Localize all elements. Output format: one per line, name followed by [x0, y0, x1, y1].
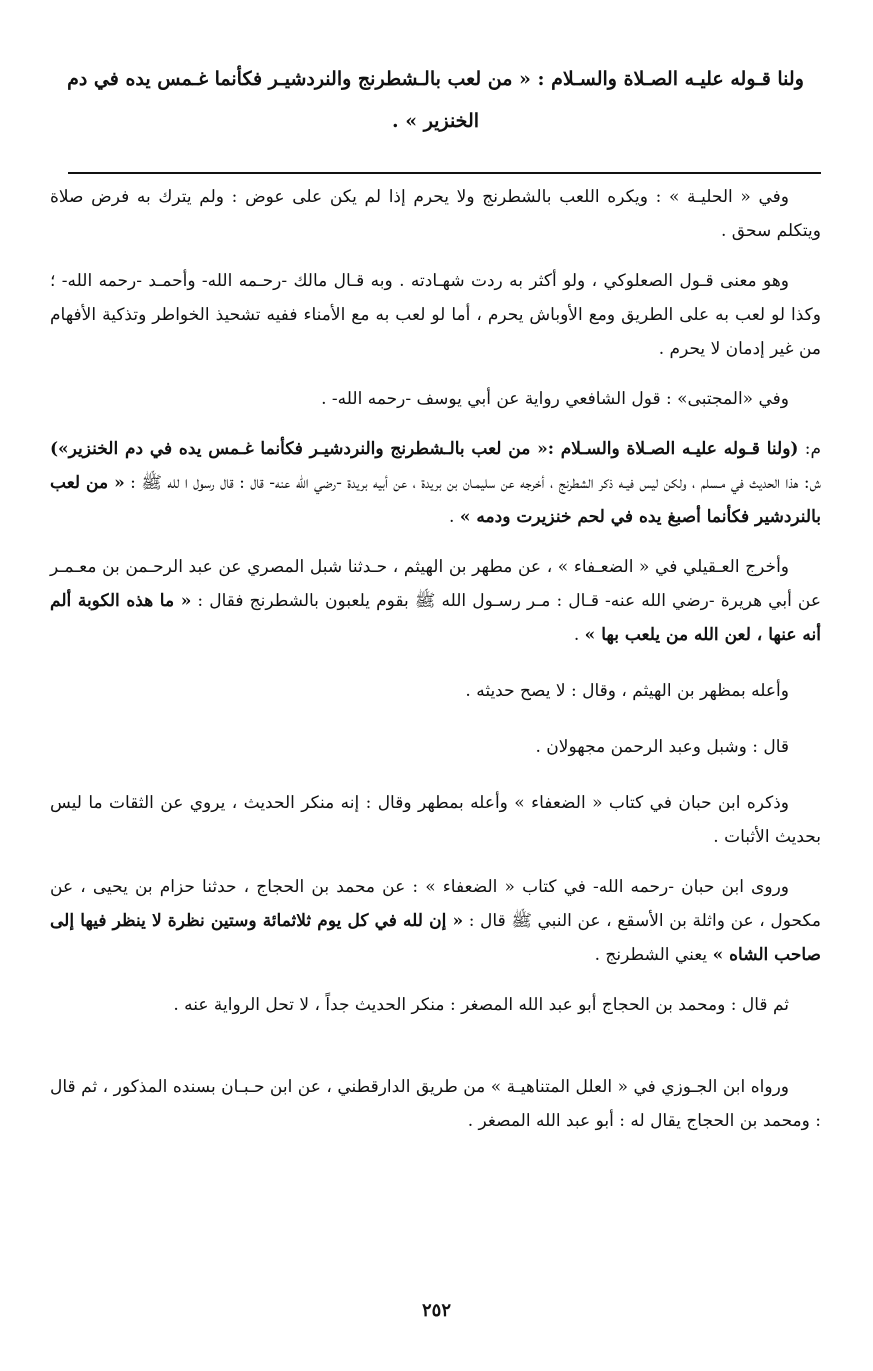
paragraph-musaghghar: ثم قال : ومحمد بن الحجاج أبو عبد الله المصغر : منكر الحديث جداً ، لا تحل الرواية عنه .: [173, 995, 789, 1015]
paragraph-majhulan: قال : وشبل وعبد الرحمن مجهولان .: [535, 737, 789, 757]
paragraph-mujtaba: وفي «المجتبى» : قول الشافعي رواية عن أبي يوسف -رحمه الله- .: [321, 389, 789, 409]
matn-quote: (ولنا قـوله عليـه الصـلاة والسـلام :« من لعب بالـشطرنج والنردشيـر فكأنما غـمس يده في دم الخنزير»): [50, 439, 799, 459]
paragraph-ibn-hibban-2: وروى ابن حبان -رحمه الله- في كتاب « الضعفاء » : عن محمد بن الحجاج ، حدثنا حزام بن يحيى ، عن مكحول ، عن واثلة بن الأسقع ، عن النبي ﷺ قال : « إن لله في كل يوم ثلاثمائة وستين نظرة لا ينظر فيها إلى صاحب الشاه » يعني الشطرنج .: [50, 877, 821, 965]
paragraph-ibn-hibban-1: وذكره ابن حبان في كتاب « الضعفاء » وأعله بمطهر وقال : إنه منكر الحديث ، يروي عن الثقات ما ليس بحديث الأثبات .: [50, 793, 821, 847]
commentary-body: [50, 180, 821, 1138]
hadith-quote: « ما هذه الكوبة ألم أنه عنها ، لعن الله من يلعب بها »: [50, 591, 821, 645]
sharh-text: ش: هذا الحديث في مـسلم ، ولكن ليس فيـه ذكر الشطرنج ، أخرجه عن سليمـان بن بريدة ، عن أبيه بريدة -رضي الله عنه- قال : قال رسول ا لله ﷺ :: [124, 473, 821, 493]
matn-marker: م:: [798, 439, 821, 459]
footnote-divider: [68, 172, 821, 174]
hadith-quote: « من لعب بالنردشير فكأنما أصبغ يده في لحم خنزيرت ودمه »: [50, 473, 821, 527]
hadith-quote: « إن لله في كل يوم ثلاثمائة وستين نظرة لا ينظر فيها إلى صاحب الشاه »: [50, 911, 821, 965]
paragraph-uqayli: وأخرج العـقيلي في « الضعـفاء » ، عن مطهر بن الهيثم ، حـدثنا شبل المصري عن عبد الرحـمن بن معـمـر عن أبي هريرة -رضي الله عنه- قـال : مـر رسـول الله ﷺ بقوم يلعبون بالشطرنج فقال : « ما هذه الكوبة ألم أنه عنها ، لعن الله من يلعب بها » .: [50, 557, 821, 645]
paragraph-matn-sharh: م: (ولنا قـوله عليـه الصـلاة والسـلام :« من لعب بالـشطرنج والنردشيـر فكأنما غـمس يده في دم الخنزير») ش: هذا الحديث في مـسلم ، ولكن ليس فيـه ذكر الشطرنج ، أخرجه عن سليمـان بن بريدة ، عن أبيه بريدة -رضي الله عنه- قال : قال رسول ا لله ﷺ : « من لعب بالنردشير فكأنما أصبغ يده في لحم خنزيرت ودمه » .: [50, 439, 821, 527]
paragraph-ibn-jawzi: ورواه ابن الجـوزي في « العلل المتناهيـة » من طريق الدارقطني ، عن ابن حـبـان بسنده المذكور ، ثم قال : ومحمد بن الحجاج يقال له : أبو عبد الله المصغر .: [50, 1077, 821, 1131]
top-section-text: ولنا قـوله عليـه الصـلاة والسـلام : « من لعب بالـشطرنج والنردشيـر فكأنما غـمس يده في دم الخنزير » .: [67, 68, 804, 132]
page-number: ٢٥٢: [421, 1300, 451, 1321]
paragraph-illa: وأعله بمظهر بن الهيثم ، وقال : لا يصح حديثه .: [465, 681, 789, 701]
paragraph-sulaki: وهو معنى قـول الصعلوكي ، ولو أكثر به ردت شهـادته . وبه قـال مالك -رحـمه الله- وأحمـد -رحمه الله- ؛ وكذا لو لعب به على الطريق ومع الأوباش يحرم ، أما لو لعب به مع الأمناء ففيه تشحيذ الخواطر وتذكية الأفهام من غير إدمان لا يحرم .: [50, 271, 821, 359]
paragraph-hilya: وفي « الحليـة » : ويكره اللعب بالشطرنج ولا يحرم إذا لم يكن على عوض : ولم يترك به فرض صلاة ويتكلم سحق .: [50, 187, 821, 241]
